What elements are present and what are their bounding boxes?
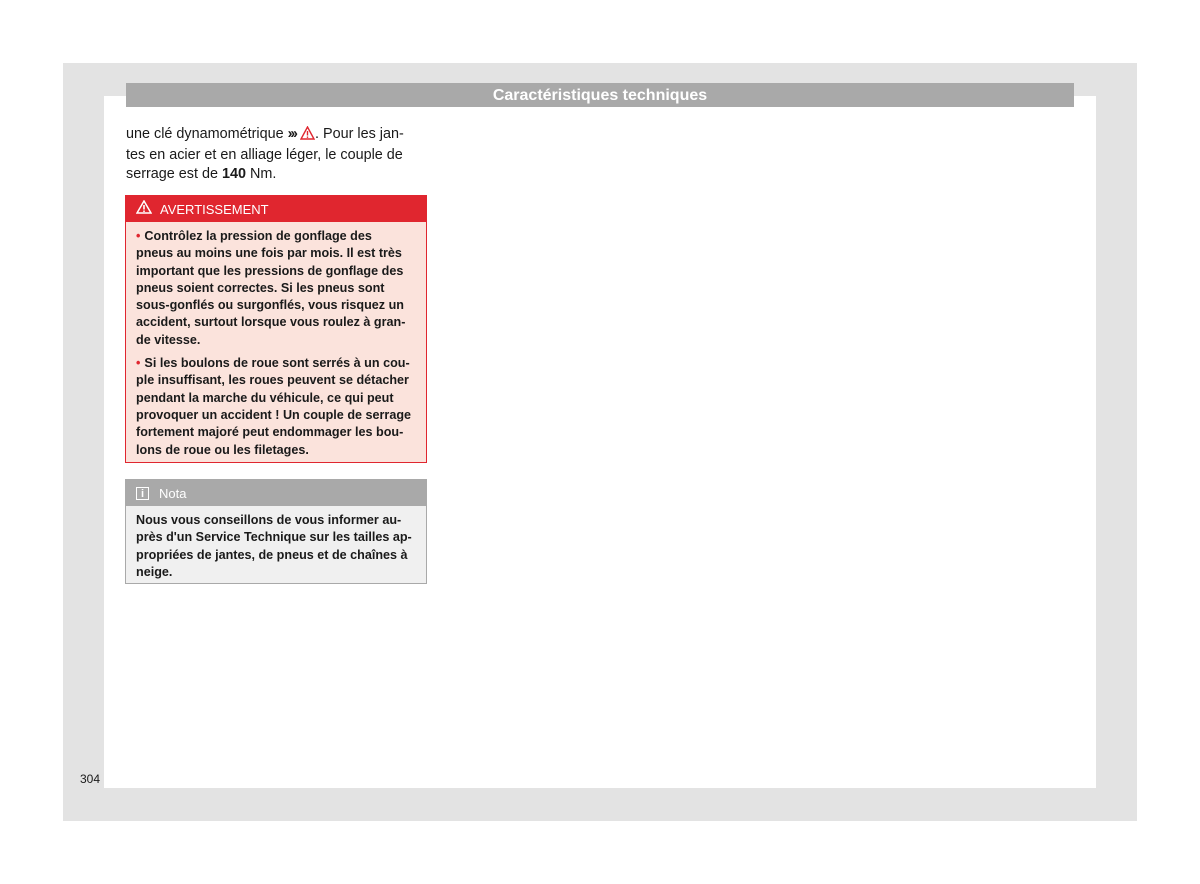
warning-header — [126, 196, 426, 222]
intro-line-3-pre: serrage est de — [126, 166, 222, 182]
warning-triangle-icon — [300, 126, 315, 146]
bullet: • — [136, 356, 141, 371]
warning-paragraph-1: • Contrôlez la pression de gonflage des pneus au moins une fois par mois. Il est très important que les pressions de gonflage des pneus soient correctes. Si les pneus sont sous-gonflés ou surgonflés, vous risquez un accident, surtout lorsque vous roulez à gran- de vitesse. — [136, 229, 406, 347]
continue-chevrons: ››› — [287, 126, 296, 142]
note-body: Nous vous conseillons de vous informer au- près d'un Service Technique sur les tailles ap- propriées de jantes, de pneus et de chaînes à neige. — [136, 513, 412, 579]
note-header — [126, 480, 426, 506]
intro-line-2: tes en acier et en alliage léger, le couple de — [126, 147, 403, 163]
intro-text — [126, 125, 426, 184]
warning-icon — [136, 196, 160, 223]
warning-box — [125, 195, 427, 463]
warning-paragraph-2: • Si les boulons de roue sont serrés à un cou- ple insuffisant, les roues peuvent se détacher pendant la marche du véhicule, ce qui peut provoquer un accident ! Un couple de serrage fortement majoré peut endommager les bou- lons de roue ou les filetages. — [136, 356, 412, 457]
intro-line-3-post: Nm. — [246, 166, 277, 182]
info-icon — [136, 487, 149, 500]
warning-body — [126, 222, 426, 459]
note-box — [125, 479, 427, 584]
section-header: Caractéristiques techniques — [126, 83, 1074, 107]
intro-line-1-end: . Pour les jan- — [314, 126, 404, 142]
note-title: Nota — [159, 485, 187, 501]
torque-value: 140 — [222, 166, 247, 182]
intro-line-1: une clé dynamométrique — [126, 126, 284, 142]
bullet: • — [136, 229, 141, 243]
page-number: 304 — [80, 772, 101, 786]
warning-title: AVERTISSEMENT — [160, 201, 269, 217]
